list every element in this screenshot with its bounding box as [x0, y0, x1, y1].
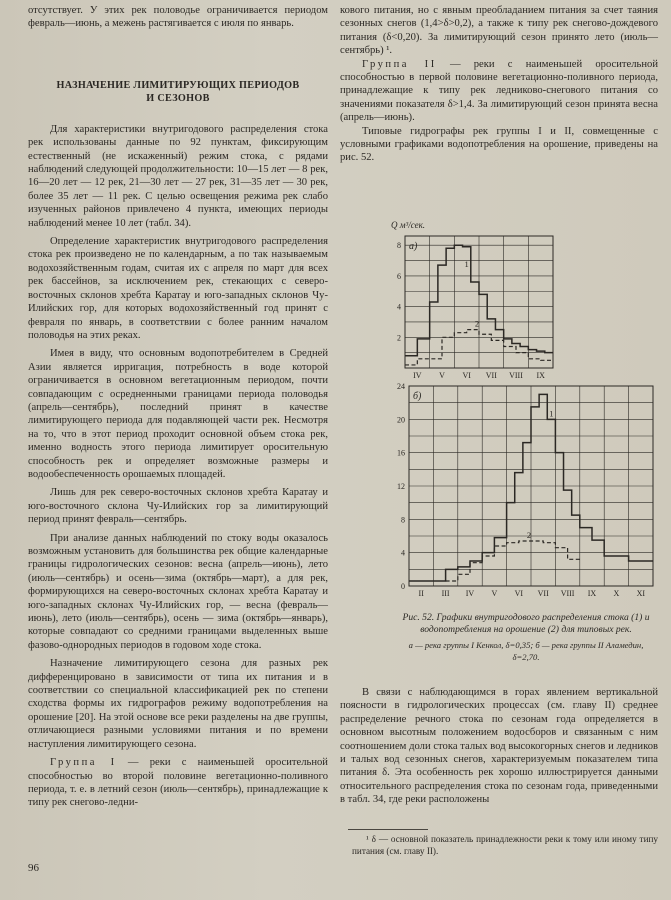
figure-caption-title: Рис. 52. Графики внутригодового распределения стока (1) и водопотребления на орошение (2) для типовых рек. [402, 612, 650, 635]
left-column [28, 4, 328, 810]
section-heading-line-1: НАЗНАЧЕНИЕ ЛИМИТИРУЮЩИХ ПЕРИОДОВ [56, 79, 300, 91]
chart-a-x-tick-label: IV [413, 371, 422, 380]
group-1-label: Группа I [50, 757, 117, 769]
chart-b-x-tick-label: IV [465, 589, 475, 598]
chart-b-x-tick-label: V [491, 589, 498, 598]
hydrograph-chart-b [395, 378, 657, 608]
chart-b-x-tick-label: VIII [560, 589, 575, 598]
chart-a-series-1-label: 1 [464, 259, 469, 270]
right-column-lower [340, 686, 658, 807]
chart-b-y-tick-label: 24 [397, 382, 405, 391]
chart-b-y-tick-label: 20 [397, 415, 405, 425]
paragraph-group-2 [340, 58, 658, 125]
chart-a-panel-label: а) [409, 241, 418, 252]
chart-a-y-tick-label: 4 [397, 302, 401, 312]
chart-b-x-tick-label: X [613, 589, 620, 598]
section-heading-line-2: И СЕЗОНОВ [146, 92, 210, 104]
paragraph-vertical-zonality: В связи с наблюдающимся в горах явлением вертикальной поясности в гидрологических процессах (см. главу II) среднее распределение речного стока по сезонам года определяется в основном высотным положением водосборов и связанным с ним соотношением доли стока талых вод высокогорных снегов и ледников и талых вод сезонных снегов, характеризуемым показателем типа питания δ. Эта особенность рек хорошо иллюстрируется данными относительного распределения стока по сезонам года, приведенными в табл. 34, где реки расположены [340, 687, 658, 806]
chart-a-x-tick-label: IX [536, 371, 545, 380]
footnote: ¹ δ — основной показатель принадлежности реки к тому или иному типу питания (см. главу II). [352, 834, 658, 856]
figure-caption-legend: а — река группы I Кенкол, δ=0,35; б — река группы II Аламедин, δ=2,70. [408, 640, 644, 662]
chart-b-y-tick-label: 16 [397, 448, 405, 458]
chart-b-x-tick-label: IX [587, 589, 597, 598]
right-column [340, 4, 658, 165]
chart-b-x-tick-label: VI [514, 589, 524, 598]
chart-b-y-tick-label: 0 [401, 582, 405, 591]
group-2-label: Группа II [362, 58, 437, 70]
chart-b-x-tick-label: III [441, 589, 450, 598]
chart-b-series-1-label: 1 [549, 408, 554, 419]
chart-b-panel-label: б) [413, 391, 422, 402]
chart-b-y-tick-label: 4 [401, 548, 405, 558]
paragraph-hydrographs: Типовые гидрографы рек группы I и II, совмещенные с условными графиками водопотребления на орошение, приведены на рис. 52. [340, 125, 658, 164]
chart-a-series-2-label: 2 [474, 318, 480, 329]
chart-a-y-tick-label: 8 [397, 241, 401, 251]
paragraph-group-1-continued: кового питания, но с явным преобладанием питания за счет таяния сезонных снегов (1,4>δ>0,2), а также к типу рек снегово-дождевого питания (δ<0,20). За лимитирующий сезон принято лето (июль—сентябрь) ¹. [340, 5, 658, 57]
chart-a-x-tick-label: VI [462, 371, 471, 380]
chart-b-y-tick-label: 12 [397, 482, 405, 491]
intro-paragraph: отсутствует. У этих рек половодье ограничивается периодом февраль—июнь, а межень растягивается с июля по январь. [28, 5, 328, 30]
hydrograph-chart-a [391, 214, 657, 380]
paragraph-limiting-season: Назначение лимитирующего сезона для разных рек дифференцировано в зависимости от типа их питания и в соответствии со специальной классификацией рек по степени сходства формы их гидрографов режиму водопотребления на орошение [20]. На этой основе все реки разделены на две группы, отличающиеся разными условиями питания и по времени наступления лимитирующего сезона. [28, 658, 328, 750]
paragraph-water-year: Определение характеристик внутригодового распределения стока рек произведено не по календарным, а по так называемым водохозяйственным годам, считая их с апреля по март для всех рек бассейнов, за исключением рек, стекающих с северо-восточных склонов хребта Каратау и юго-западных склонов Чу-Илийских гор, для которых водохозяйственный год принят с февраля по январь, в соответствии с более ранним началом половодья на этих реках. [28, 236, 328, 341]
paragraph-data-sources: Для характеристики внутригодового распределения стока рек использованы данные по 92 пунктам, фиксирующим естественный (не искаженный) режим стока, с рядами наблюдений следующей продолжительности: 10—15 лет — 8 рек, 16—20 лет — 12 рек, 21—30 лет — 27 рек, 31—35 лет — 30 рек, более 35 лет — 11 рек. С целью освещения режима рек слабо изученных районов привлечено 4 пункта, имеющих периоды наблюдений менее 10 лет (табл. 34). [28, 123, 328, 229]
page-number: 96 [28, 862, 39, 874]
paragraph-irrigation: Имея в виду, что основным водопотребителем в Средней Азии является ирригация, потребность в воде которой ограничивается в основном вегетационным периодом, почти совпадающим с осредненными границами периода половодья (апрель—сентябрь), последний принят в качестве лимитирующего периода для подавляющей части рек. Несмотря на то, что в этот период проходит основной объем стока рек, именно водность этого периода лимитирует оросительную способность рек и определяет возможные размеры и водообеспеченность орошаемых площадей. [28, 348, 328, 480]
chart-b-series-2-label: 2 [526, 530, 532, 540]
chart-a-x-tick-label: V [439, 371, 445, 380]
figure-caption [395, 612, 657, 663]
paragraph-karatau: Лишь для рек северо-восточных склонов хребта Каратау и юго-восточного склона Чу-Илийских гор за лимитирующий период принят февраль—сентябрь. [28, 487, 328, 526]
chart-a-x-tick-label: VIII [509, 371, 523, 380]
section-heading [28, 79, 328, 105]
paragraph-seasons: При анализе данных наблюдений по стоку воды оказалось возможным установить для большинства рек общие календарные границы гидрологических сезонов: весна (апрель—июнь), лето (июль—сентябрь) и осень—зима (октябрь—март), а для рек, формирующихся на северо-восточных склонах хребта Каратау и юго-западных склонах Чу-Илийских гор, — весна (февраль—июнь), лето (июль—сентябрь), осень — зима (октябрь—январь), которые совпадают со средними границами выделенных выше фазово-однородных периодов в годовом ходе стока. [28, 532, 328, 651]
chart-b-y-tick-label: 8 [401, 515, 405, 525]
chart-a-x-tick-label: VII [485, 371, 497, 380]
chart-a-y-tick-label: 2 [397, 333, 401, 343]
group-1-text: — реки с наименьшей оросительной способностью во второй половине вегетационно-поливного периода, т. е. в летний сезон (июль—сентябрь), принадлежащие к типу рек снегово-ледни- [28, 757, 328, 809]
chart-b-x-tick-label: VII [537, 589, 549, 598]
chart-a-y-axis-label: Q м³/сек. [391, 220, 426, 230]
group-2-text: — реки с наименьшей оросительной способностью в первой половине вегетационно-поливного периода, принадлежащие к типу рек ледниково-снегового питания со значениями показателя δ>1,4. За лимитирующий сезон принята весна (апрель—июнь). [340, 58, 658, 124]
paragraph-group-1 [28, 756, 328, 810]
footnote-rule [348, 829, 428, 830]
chart-b-series-2-line [446, 541, 580, 581]
chart-b-x-tick-label: II [418, 589, 424, 598]
chart-a-y-tick-label: 6 [397, 271, 401, 281]
chart-b-x-tick-label: XI [636, 589, 646, 598]
